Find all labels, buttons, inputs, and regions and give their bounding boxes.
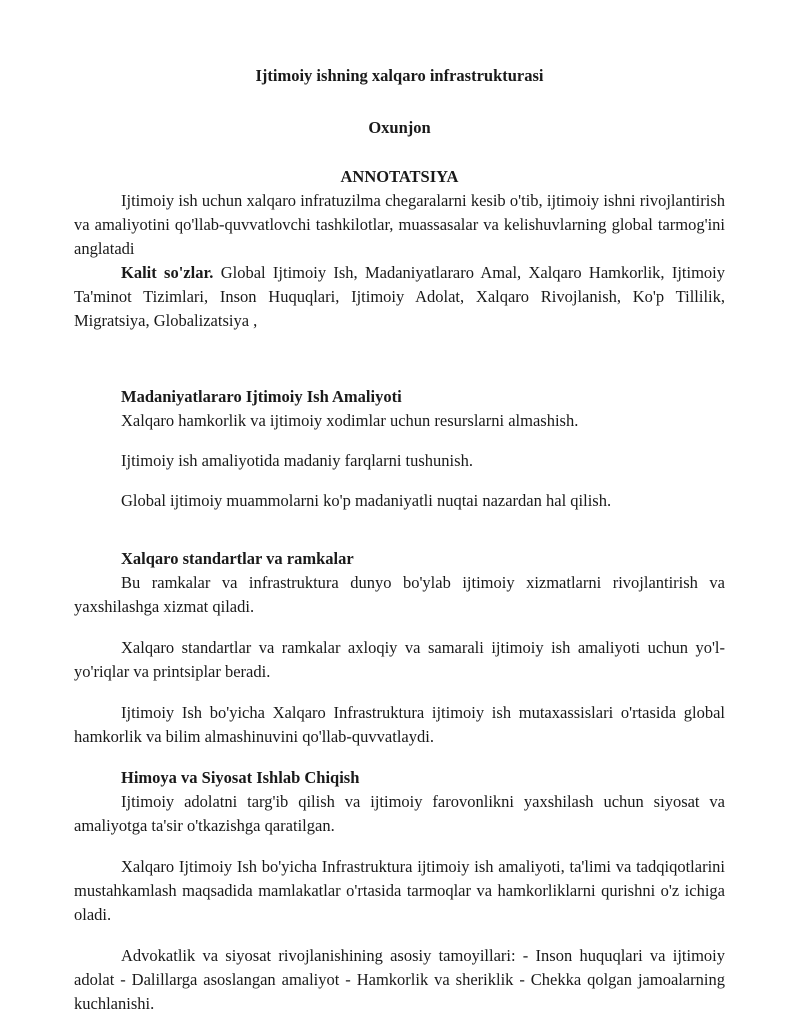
keywords-paragraph [74, 261, 725, 333]
section3-paragraph-1: Ijtimoiy adolatni targ'ib qilish va ijtimoiy farovonlikni yaxshilash uchun siyosat va amaliyotga ta'sir o'tkazishga qaratilgan. [74, 792, 725, 835]
keywords-label: Kalit so'zlar. [121, 263, 214, 282]
section-heading-intercultural: Madaniyatlararo Ijtimoiy Ish Amaliyoti [121, 387, 402, 406]
section2-paragraph-3: Ijtimoiy Ish bo'yicha Xalqaro Infrastruktura ijtimoiy ish mutaxassislari o'rtasida global hamkorlik va bilim almashinuvini qo'llab-quvvatlaydi. [74, 703, 725, 746]
section-heading-standards: Xalqaro standartlar va ramkalar [121, 549, 354, 568]
annotation-block [74, 189, 725, 333]
section-advocacy [74, 766, 725, 1016]
section3-paragraph-3: Advokatlik va siyosat rivojlanishining asosiy tamoyillari: - Inson huquqlari va ijtimoiy adolat - Dalillarga asoslangan amaliyot - Hamkorlik va sheriklik - Chekka qolgan jamoalarning kuchlanishi. [74, 946, 725, 1013]
section2-paragraph-2: Xalqaro standartlar va ramkalar axloqiy va samarali ijtimoiy ish amaliyoti uchun yo'l-yo'riqlar va printsiplar beradi. [74, 638, 725, 681]
document-author: Oxunjon [368, 118, 431, 137]
section1-paragraph-3: Global ijtimoiy muammolarni ko'p madaniyatli nuqtai nazardan hal qilish. [121, 491, 612, 510]
section1-paragraph-1: Xalqaro hamkorlik va ijtimoiy xodimlar uchun resurslarni almashish. [121, 411, 579, 430]
section3-paragraph-2: Xalqaro Ijtimoiy Ish bo'yicha Infrastruktura ijtimoiy ish amaliyoti, ta'limi va tadqiqotlarini mustahkamlash maqsadida mamlakatlar o'rtasida tarmoqlar va hamkorliklarni qurishni o'z ichiga oladi. [74, 857, 725, 924]
section-intercultural [74, 385, 725, 513]
section-standards [74, 547, 725, 749]
section-heading-advocacy: Himoya va Siyosat Ishlab Chiqish [121, 768, 360, 787]
document-title: Ijtimoiy ishning xalqaro infrastrukturasi [255, 66, 544, 85]
annotation-heading: ANNOTATSIYA [340, 167, 459, 186]
section2-paragraph-1: Bu ramkalar va infrastruktura dunyo bo'ylab ijtimoiy xizmatlarni rivojlantirish va yaxshilashga xizmat qiladi. [74, 573, 725, 616]
keywords-text: Global Ijtimoiy Ish, Madaniyatlararo Amal, Xalqaro Hamkorlik, Ijtimoiy Ta'minot Tizimlari, Inson Huquqlari, Ijtimoiy Adolat, Xalqaro Rivojlanish, Ko'p Tillilik, Migratsiya, Globalizatsiya , [74, 263, 725, 330]
annotation-paragraph: Ijtimoiy ish uchun xalqaro infratuzilma chegaralarni kesib o'tib, ijtimoiy ishni rivojlantirish va amaliyotini qo'llab-quvvatlovchi tashkilotlar, muassasalar va kelishuvlarning global tarmog'ini anglatadi [74, 191, 725, 258]
section1-paragraph-2: Ijtimoiy ish amaliyotida madaniy farqlarni tushunish. [121, 451, 473, 470]
